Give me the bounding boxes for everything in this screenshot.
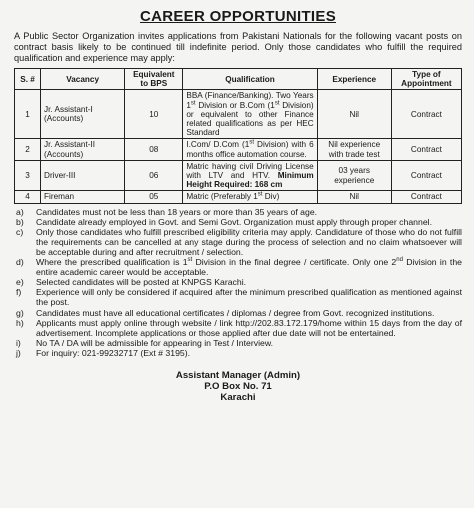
list-item [14,257,462,277]
header-experience: Experience [317,69,391,90]
qualification-text: Matric having civil Driving License with LTV and HTV. [186,161,314,181]
list-marker: e) [16,277,24,288]
list-item-text: Candidates must not be less than 18 years or more than 35 years of age. [36,206,318,217]
cell-qualification: Matric (Preferably 1st Div) [183,191,317,203]
list-marker: f) [16,287,22,298]
list-marker: b) [16,216,24,227]
list-item [14,277,462,287]
cell-qualification: BBA (Finance/Banking). Two Years 1st Division or B.Com (1st Division) or equivalent to other Finance related qualifications as per HEC Standard [183,90,317,139]
table-row [15,160,462,191]
cell-appointment-type: Contract [391,139,461,160]
list-item [14,318,462,338]
cell-qualification [183,160,317,191]
header-qualification: Qualification [183,69,317,90]
list-marker: a) [16,206,24,217]
list-item-text: Only those candidates who fulfill prescribed eligibility criteria may apply. Candidature of those who do not fulfill the requirements can be cancelled at any stage during the process of selection and no claim whatsoever will be acceptable during and after recruitment / selection. [36,226,462,258]
header-vacancy: Vacancy [41,69,125,90]
conditions-list [14,207,462,358]
cell-qualification: I.Com/ D.Com (1st Division) with 6 months office automation course. [183,139,317,160]
header-appointment-type: Type of Appointment [391,69,461,90]
cell-experience: Nil [317,90,391,139]
list-marker: d) [16,257,24,268]
signature-designation: Assistant Manager (Admin) [175,370,301,382]
cell-sno: 3 [15,160,41,191]
signature-block [14,370,462,404]
list-item [14,207,462,217]
cell-vacancy: Jr. Assistant-I (Accounts) [41,90,125,139]
table-row [15,191,462,203]
cell-appointment-type: Contract [391,191,461,203]
cell-vacancy: Jr. Assistant-II (Accounts) [41,139,125,160]
list-item-text: Applicants must apply online through website / link http://202.83.172.179/home within 15 days from the day of advertisement. Incomplete applications or those applied after due date will not be entertained. [36,317,462,338]
cell-sno: 2 [15,139,41,160]
list-item-text: For inquiry: 021-99232717 (Ext # 3195). [36,347,191,358]
list-item-text: Candidate already employed in Govt. and Semi Govt. Organization must apply through proper channel. [36,216,432,227]
list-marker: j) [16,347,21,358]
list-item [14,287,462,307]
table-row [15,139,462,160]
cell-vacancy: Fireman [41,191,125,203]
cell-bps: 06 [125,160,183,191]
list-item-text: No TA / DA will be admissible for appearing in Test / Interview. [36,337,274,348]
header-bps: Equivalent to BPS [125,69,183,90]
signature-city: Karachi [220,392,256,404]
height-requirement: Minimum Height Required: 168 cm [186,171,314,190]
cell-bps: 05 [125,191,183,203]
list-item-text: Where the prescribed qualification is 1st Division in the final degree / certificate. Only one 2nd Division in the entire academic career would be acceptable. [36,257,462,278]
list-marker: c) [16,226,24,237]
cell-sno: 4 [15,191,41,203]
header-sno: S. # [15,69,41,90]
list-marker: i) [16,337,21,348]
cell-appointment-type: Contract [391,90,461,139]
cell-sno: 1 [15,90,41,139]
cell-bps: 08 [125,139,183,160]
cell-experience: Nil experience with trade test [317,139,391,160]
list-marker: g) [16,307,24,318]
list-item-text: Selected candidates will be posted at KNPGS Karachi. [36,277,247,288]
cell-experience: 03 years experience [317,160,391,191]
table-row [15,90,462,139]
list-item-text: Experience will only be considered if acquired after the minimum prescribed qualification as mentioned against the post. [36,287,462,308]
page-title: CAREER OPPORTUNITIES [139,8,337,25]
list-item [14,308,462,318]
list-item-text: Candidates must have all educational certificates / diplomas / degree from Govt. recognized institutions. [36,307,435,318]
cell-appointment-type: Contract [391,160,461,191]
list-item [14,348,462,358]
cell-bps: 10 [125,90,183,139]
list-marker: h) [16,317,24,328]
list-item [14,217,462,227]
intro-paragraph: A Public Sector Organization invites applications from Pakistani Nationals for the following vacant posts on contract basis likely to be continued till indefinite period. Only those candidates who fulfill the required qualification and experience may apply: [14,31,462,63]
signature-pobox: P.O Box No. 71 [204,381,272,393]
list-item [14,227,462,257]
table-header-row [15,69,462,90]
cell-vacancy: Driver-III [41,160,125,191]
cell-experience: Nil [317,191,391,203]
vacancy-table [14,68,462,204]
list-item [14,338,462,348]
